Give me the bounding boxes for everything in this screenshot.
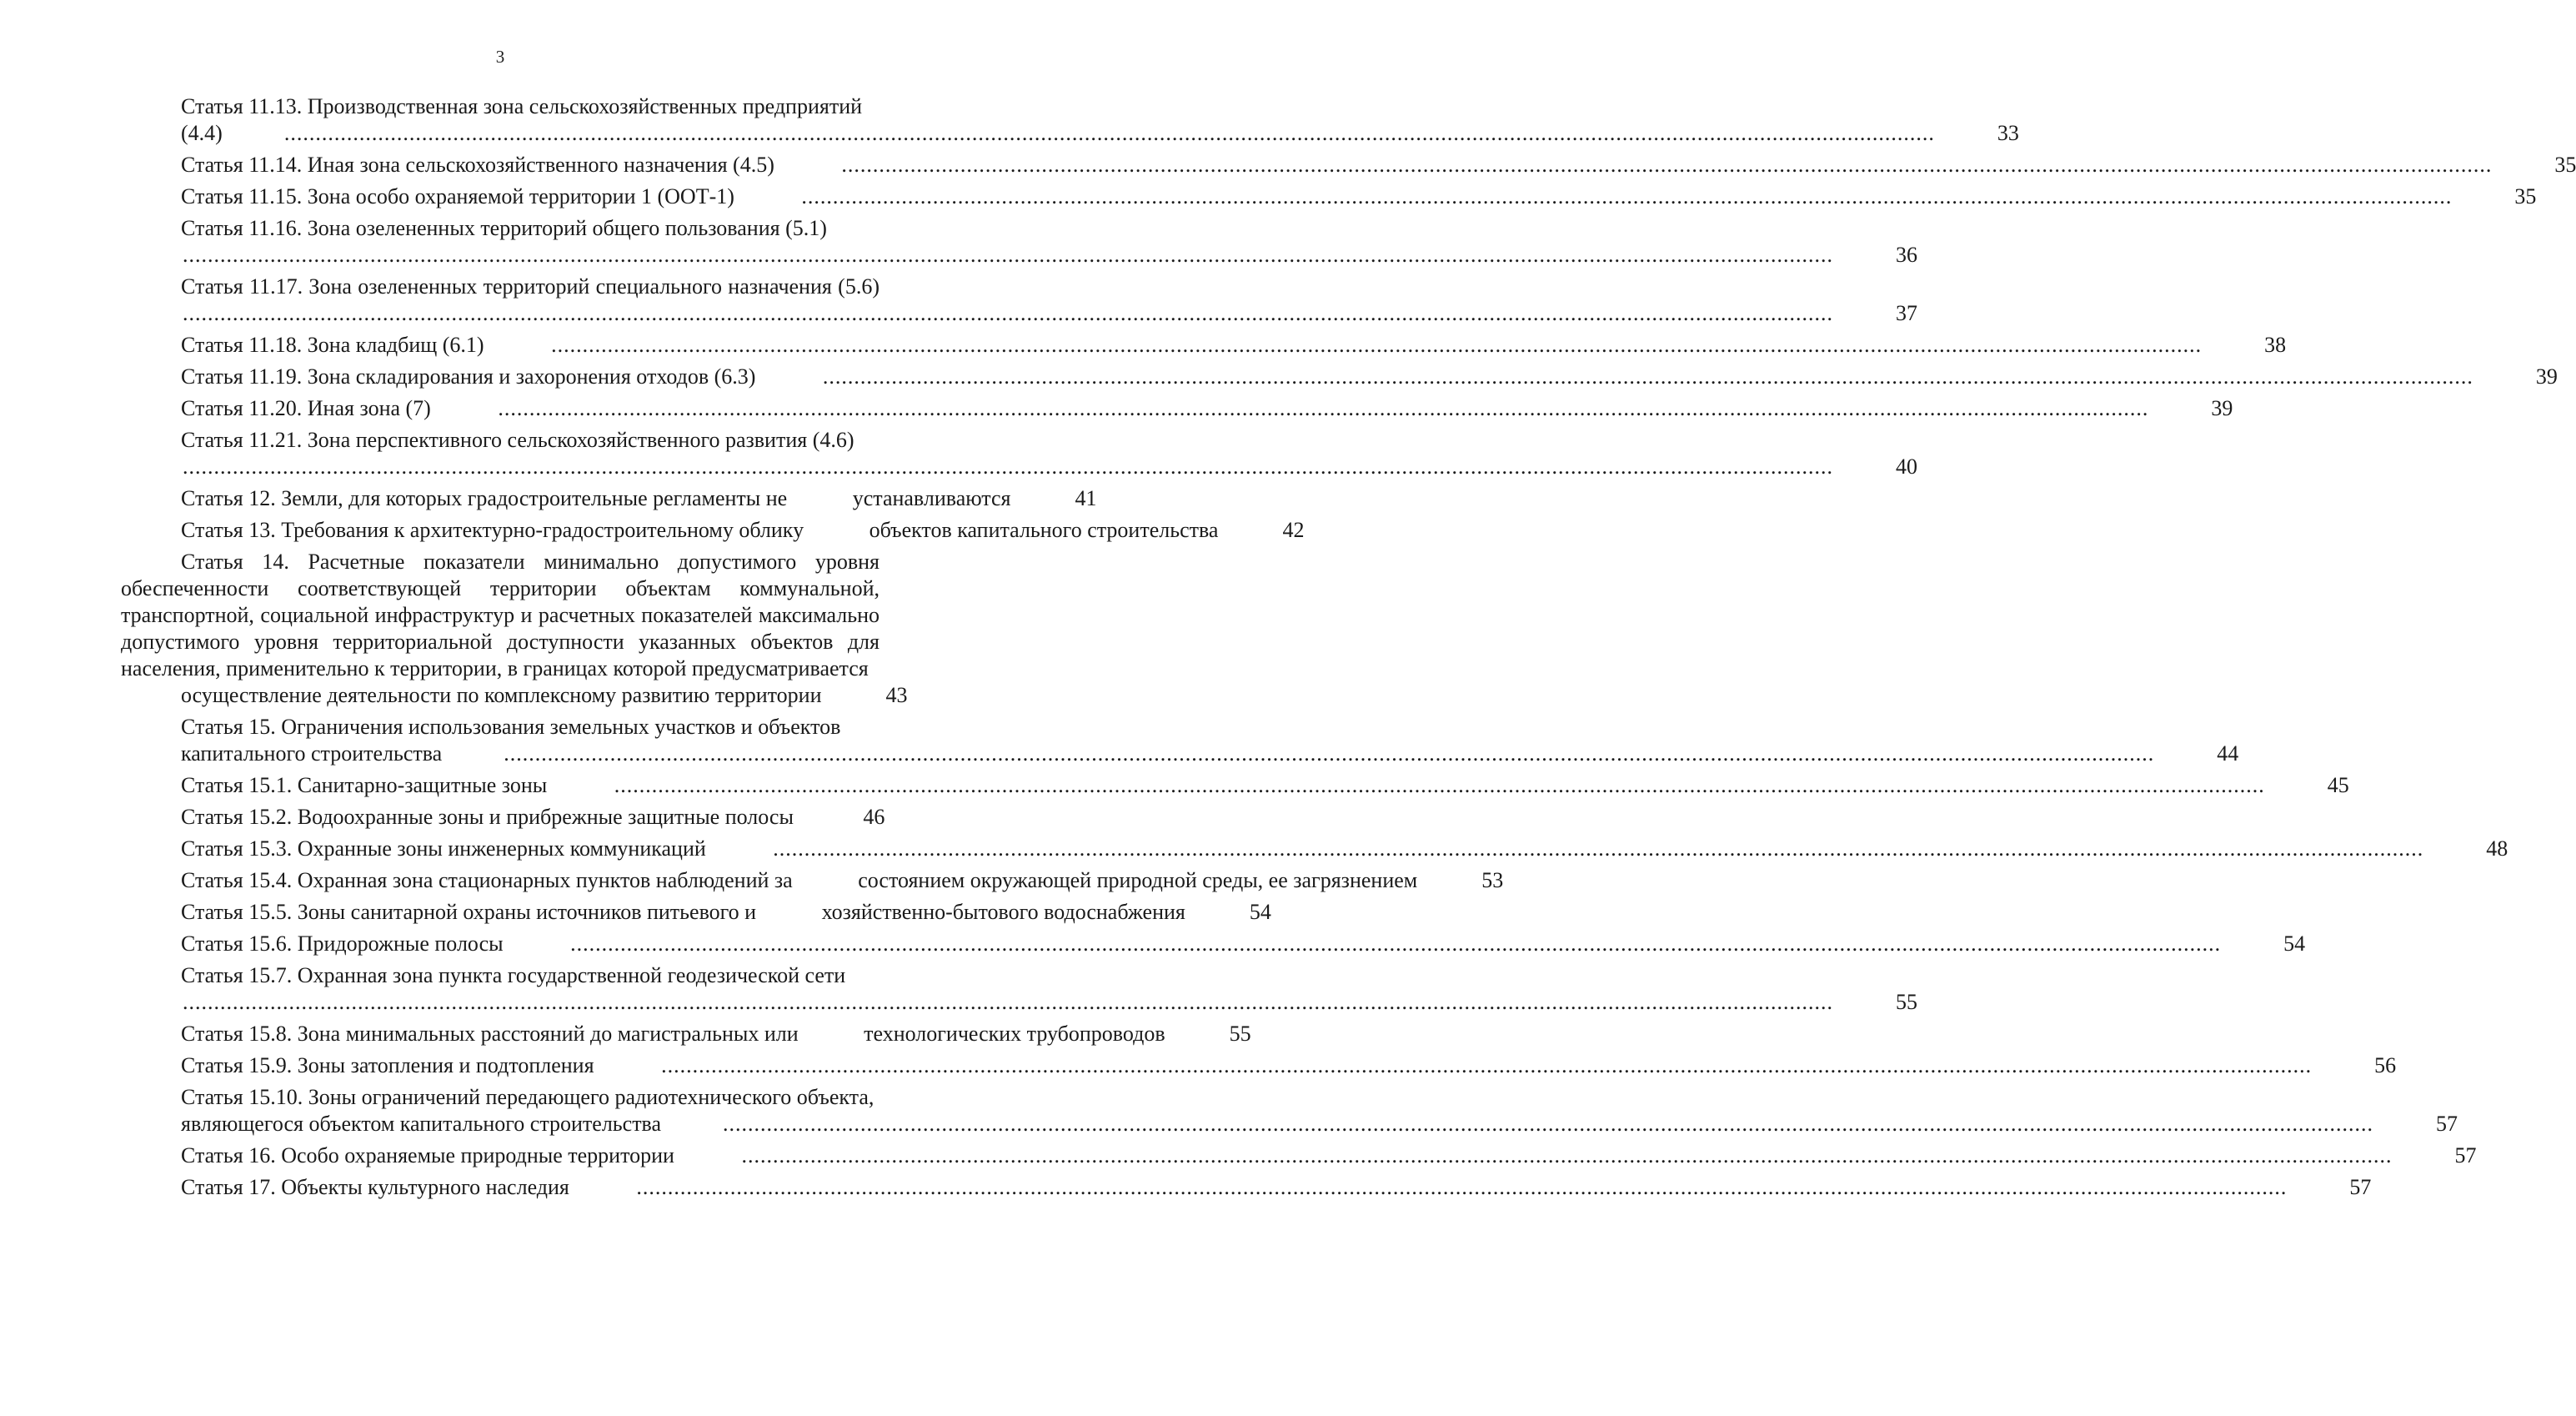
dot-leader — [713, 836, 2423, 862]
toc-page-number: 57 — [2436, 1112, 2458, 1136]
toc-entry-title: Статья 15.7. Охранная зона пункта государственной геодезической сети — [181, 963, 846, 987]
toc-entry-title: Статья 11.14. Иная зона сельскохозяйственного назначения (4.5) — [181, 153, 774, 177]
toc-entry-title: Статья 15.3. Охранные зоны инженерных коммуникаций — [181, 836, 706, 861]
toc-entry-title: Статья 15.10. Зоны ограничений передающего радиотехнического объекта, — [181, 1085, 875, 1109]
toc-entry-tail-text: технологических трубопроводов — [864, 1022, 1165, 1046]
toc-entry[interactable] — [121, 1084, 2458, 1137]
toc-entry-tail — [121, 989, 1917, 1016]
toc-entry[interactable] — [121, 1174, 2372, 1201]
dot-leader — [123, 454, 1833, 480]
toc-entry-title: Статья 15.8. Зона минимальных расстояний до магистральных или — [181, 1022, 799, 1046]
dot-leader — [601, 1052, 2312, 1079]
toc-page-number: 35 — [2514, 184, 2537, 208]
toc-page-number: 53 — [1481, 868, 1504, 892]
toc-entry[interactable] — [121, 867, 1504, 894]
dot-leader — [123, 300, 1833, 327]
toc-entry-tail — [121, 120, 2019, 147]
toc-entry[interactable] — [121, 836, 2508, 862]
toc-entry-tail-text: осуществление деятельности по комплексному развитию территории — [181, 683, 822, 707]
toc-entry[interactable] — [121, 1021, 1251, 1047]
toc-entry-title: Статья 15.9. Зоны затопления и подтопления — [181, 1053, 594, 1077]
toc-entry-tail — [809, 517, 1305, 544]
toc-entry-title: Статья 13. Требования к архитектурно-градостроительному облику — [181, 518, 804, 542]
toc-page-number: 45 — [2327, 773, 2349, 797]
toc-entry-tail — [121, 741, 2239, 767]
toc-entry-title: Статья 14. Расчетные показатели минимально допустимого уровня обеспеченности соответствующей территории объектам коммунальной, транспортной, социальной инфраструктур и расчетных показателей максимально допустимого уровня территориальной доступности указанных объектов для населения, применительно к территории, в границах которой предусматривается — [121, 550, 880, 680]
dot-leader — [781, 152, 2492, 178]
toc-entry-tail-text: устанавливаются — [852, 486, 1011, 510]
dot-leader — [576, 1174, 2287, 1201]
dot-leader — [491, 332, 2202, 359]
toc-entry-title: Статья 15. Ограничения использования земельных участков и объектов — [181, 715, 841, 739]
toc-entry-tail-text: являющегося объектом капитального строительства — [181, 1112, 662, 1136]
dot-leader — [444, 741, 2154, 767]
toc-page-number: 48 — [2486, 836, 2508, 861]
toc-page-number: 54 — [2283, 931, 2306, 956]
table-of-contents — [121, 93, 2576, 1206]
toc-entry-title: Статья 16. Особо охраняемые природные территории — [181, 1143, 674, 1167]
toc-page-number: 38 — [2264, 333, 2287, 357]
toc-entry[interactable] — [121, 93, 2019, 147]
toc-entry[interactable] — [121, 364, 2558, 390]
toc-entry-tail — [489, 332, 2287, 359]
toc-entry-tail — [121, 1111, 2458, 1137]
toc-entry-tail — [436, 395, 2233, 422]
dot-leader — [224, 120, 1935, 147]
toc-entry[interactable] — [121, 1052, 2397, 1079]
toc-page-number: 56 — [2374, 1053, 2397, 1077]
toc-entry[interactable] — [121, 899, 1271, 926]
toc-entry-tail-text: объектов капитального строительства — [869, 518, 1219, 542]
toc-entry[interactable] — [121, 804, 885, 831]
toc-page-number: 46 — [863, 805, 885, 829]
toc-entry[interactable] — [121, 772, 2349, 799]
toc-entry-title: Статья 11.20. Иная зона (7) — [181, 396, 431, 420]
toc-entry[interactable] — [121, 274, 1917, 327]
dot-leader — [123, 242, 1833, 269]
toc-entry-tail-text: капитального строительства — [181, 741, 443, 766]
toc-entry-title: Статья 11.17. Зона озелененных территорий специального назначения (5.6) — [181, 274, 880, 299]
toc-entry-tail — [779, 152, 2576, 178]
toc-entry-title: Статья 12. Земли, для которых градостроительные регламенты не — [181, 486, 788, 510]
toc-page-number: 55 — [1896, 990, 1917, 1014]
toc-entry[interactable] — [121, 215, 1917, 269]
toc-page-number: 39 — [2211, 396, 2233, 420]
toc-entry-title: Статья 15.1. Санитарно-защитные зоны — [181, 773, 548, 797]
toc-entry[interactable] — [121, 1142, 2477, 1169]
toc-page-number: 39 — [2535, 364, 2558, 389]
toc-entry-tail — [121, 682, 908, 709]
toc-page-number: 36 — [1896, 243, 1917, 267]
toc-page-number: 55 — [1229, 1022, 1251, 1046]
dot-leader — [510, 931, 2221, 957]
toc-page-number: 57 — [2454, 1143, 2477, 1167]
toc-entry-tail-text: (4.4) — [181, 121, 223, 145]
toc-entry-title: Статья 11.21. Зона перспективного сельскохозяйственного развития (4.6) — [181, 428, 854, 452]
toc-entry[interactable] — [121, 549, 908, 709]
toc-entry-tail — [509, 931, 2306, 957]
dot-leader — [741, 183, 2452, 210]
toc-page-number: 43 — [885, 683, 908, 707]
toc-entry[interactable] — [121, 395, 2233, 422]
toc-page-number: 54 — [1249, 900, 1271, 924]
toc-entry-title: Статья 11.19. Зона складирования и захоронения отходов (6.3) — [181, 364, 756, 389]
toc-entry-tail — [121, 454, 1917, 480]
toc-page-number: 44 — [2217, 741, 2239, 766]
dot-leader — [438, 395, 2148, 422]
dot-leader — [663, 1111, 2373, 1137]
toc-entry-title: Статья 15.4. Охранная зона стационарных пунктов наблюдений за — [181, 868, 793, 892]
toc-entry[interactable] — [121, 714, 2239, 767]
toc-entry-tail-text: хозяйственно-бытового водоснабжения — [821, 900, 1185, 924]
toc-page-number: 42 — [1282, 518, 1305, 542]
toc-page-number: 41 — [1075, 486, 1097, 510]
toc-entry-tail — [553, 772, 2349, 799]
toc-entry-tail — [762, 899, 1271, 926]
toc-entry-title: Статья 11.16. Зона озелененных территорий общего пользования (5.1) — [181, 216, 827, 240]
toc-entry-tail — [599, 1052, 2397, 1079]
toc-entry-title: Статья 11.13. Производственная зона сельскохозяйственных предприятий — [181, 94, 863, 118]
toc-entry[interactable] — [121, 931, 2306, 957]
toc-entry-tail — [711, 836, 2508, 862]
toc-entry[interactable] — [121, 152, 2576, 178]
toc-entry-tail — [574, 1174, 2372, 1201]
toc-entry-title: Статья 15.6. Придорожные полосы — [181, 931, 504, 956]
toc-entry-title: Статья 11.15. Зона особо охраняемой территории 1 (ООТ-1) — [181, 184, 734, 208]
toc-page-number: 37 — [1896, 301, 1917, 325]
toc-entry[interactable] — [121, 517, 1305, 544]
dot-leader — [681, 1142, 2392, 1169]
toc-entry[interactable] — [121, 485, 1097, 512]
dot-leader — [554, 772, 2265, 799]
toc-entry[interactable] — [121, 962, 1917, 1016]
toc-page-number: 35 — [2554, 153, 2576, 177]
page-number: 3 — [495, 47, 505, 67]
toc-entry-tail — [679, 1142, 2477, 1169]
toc-entry-title: Статья 11.18. Зона кладбищ (6.1) — [181, 333, 484, 357]
toc-entry-tail — [799, 804, 885, 831]
dot-leader — [123, 989, 1833, 1016]
toc-entry-tail — [804, 1021, 1251, 1047]
toc-entry[interactable] — [121, 183, 2537, 210]
toc-entry[interactable] — [121, 427, 1917, 480]
toc-entry-tail — [798, 867, 1504, 894]
toc-page-number: 33 — [1997, 121, 2019, 145]
toc-entry-tail — [761, 364, 2558, 390]
toc-entry-title: Статья 15.5. Зоны санитарной охраны источников питьевого и — [181, 900, 757, 924]
toc-entry-tail — [793, 485, 1097, 512]
dot-leader — [763, 364, 2473, 390]
toc-page-number: 40 — [1896, 454, 1917, 479]
toc-entry-tail-text: состоянием окружающей природной среды, ее загрязнением — [858, 868, 1418, 892]
toc-page-number: 57 — [2349, 1175, 2372, 1199]
toc-entry-tail — [739, 183, 2537, 210]
toc-entry-title: Статья 15.2. Водоохранные зоны и прибрежные защитные полосы — [181, 805, 794, 829]
toc-entry[interactable] — [121, 332, 2287, 359]
toc-entry-tail — [121, 300, 1917, 327]
toc-entry-tail — [121, 242, 1917, 269]
toc-entry-title: Статья 17. Объекты культурного наследия — [181, 1175, 569, 1199]
